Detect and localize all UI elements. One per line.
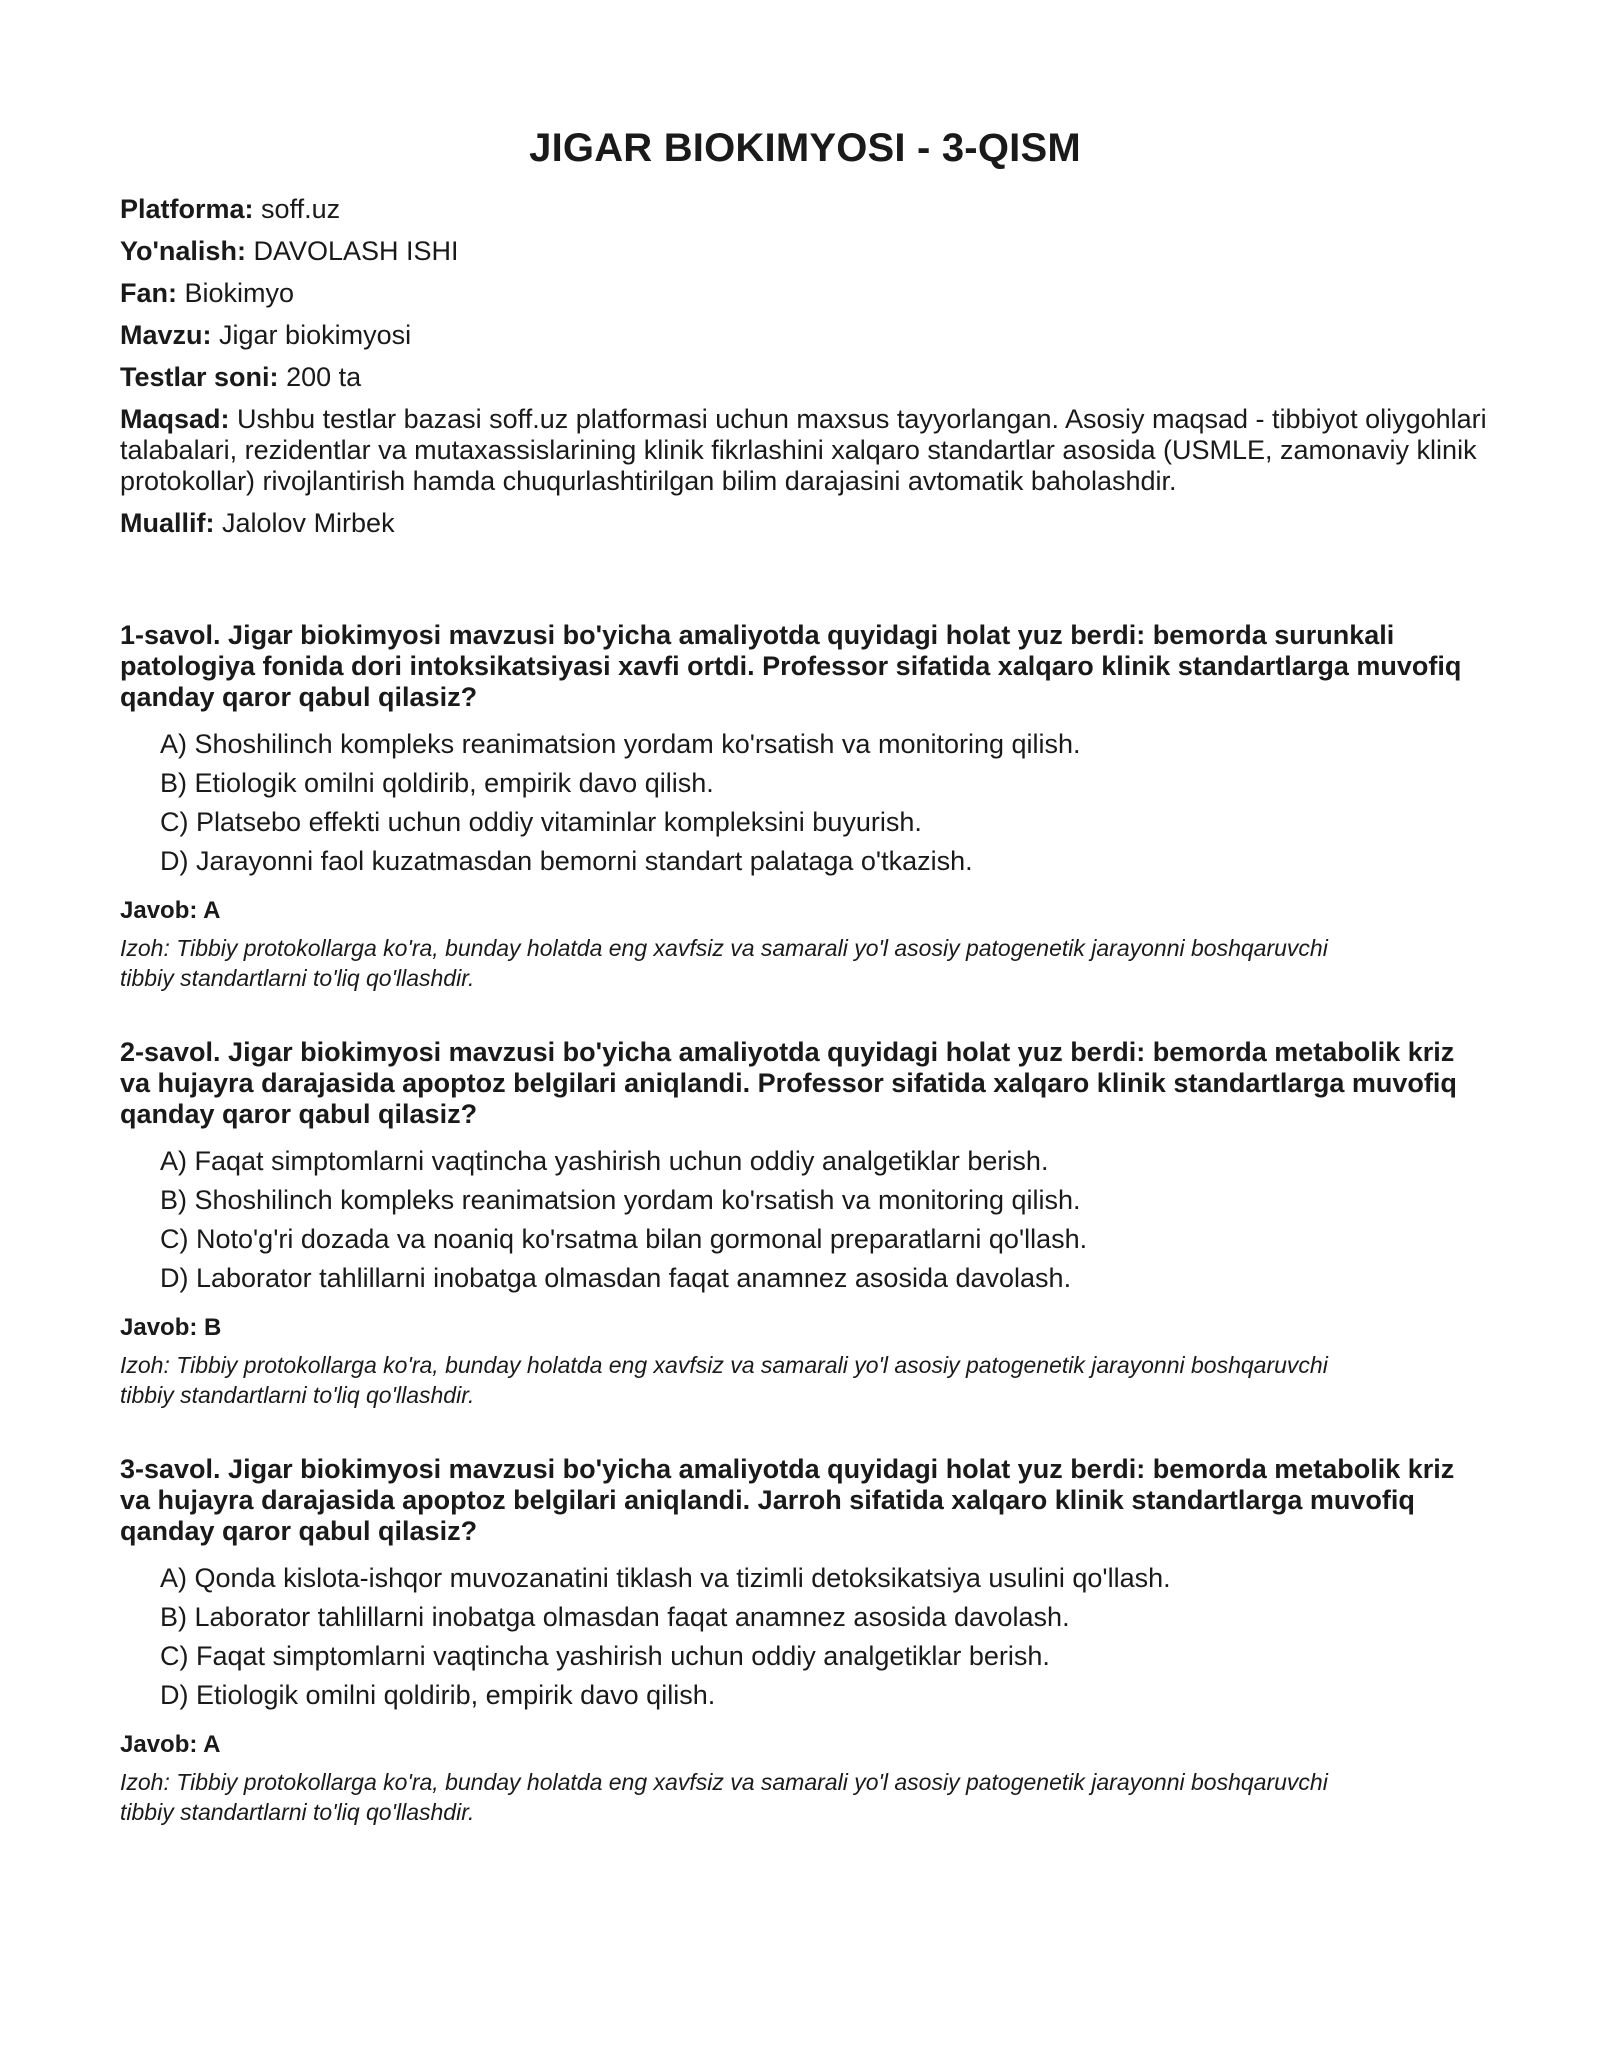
explanation-note: Izoh: Tibbiy protokollarga ko'ra, bunday holatda eng xavfsiz va samarali yo'l asosiy patogenetik jarayonni boshqaruvchi tibbiy standartlarni to'liq qo'llashdir. xyxy=(120,1769,1328,1825)
option-c: C) Faqat simptomlarni vaqtincha yashirish uchun oddiy analgetiklar berish. xyxy=(160,1641,1050,1671)
answer-options xyxy=(120,1559,1490,1715)
meta-value: DAVOLASH ISHI xyxy=(253,236,459,266)
meta-key: Testlar soni: xyxy=(120,362,279,392)
document-page xyxy=(120,0,1490,1871)
explanation-note: Izoh: Tibbiy protokollarga ko'ra, bunday holatda eng xavfsiz va samarali yo'l asosiy patogenetik jarayonni boshqaruvchi tibbiy standartlarni to'liq qo'llashdir. xyxy=(120,1352,1328,1408)
question-item xyxy=(120,620,1490,993)
option-b: B) Shoshilinch kompleks reanimatsion yordam ko'rsatish va monitoring qilish. xyxy=(160,1185,1081,1215)
meta-key: Maqsad: xyxy=(120,404,230,434)
meta-row-direction xyxy=(120,236,1490,267)
correct-answer: Javob: A xyxy=(120,1731,221,1758)
meta-key: Yo'nalish: xyxy=(120,236,246,266)
option-b: B) Laborator tahlillarni inobatga olmasdan faqat anamnez asosida davolash. xyxy=(160,1602,1070,1632)
question-text: 1-savol. Jigar biokimyosi mavzusi bo'yicha amaliyotda quyidagi holat yuz berdi: bemorda surunkali patologiya fonida dori intoksikatsiyasi xavfi ortdi. Professor sifatida xalqaro klinik standartlarga muvofiq qanday qaror qabul qilasiz? xyxy=(120,620,1462,712)
option-a: A) Faqat simptomlarni vaqtincha yashirish uchun oddiy analgetiklar berish. xyxy=(160,1146,1049,1176)
explanation-note: Izoh: Tibbiy protokollarga ko'ra, bunday holatda eng xavfsiz va samarali yo'l asosiy patogenetik jarayonni boshqaruvchi tibbiy standartlarni to'liq qo'llashdir. xyxy=(120,935,1328,991)
meta-value: Ushbu testlar bazasi soff.uz platformasi uchun maxsus tayyorlangan. Asosiy maqsad - tibbiyot oliygohlari talabalari, rezidentlar va mutaxassislarining klinik fikrlashini xalqaro standartlar asosida (USMLE, zamonaviy klinik protokollar) rivojlantirish hamda chuqurlashtirilgan bilim darajasini avtomatik baholashdir. xyxy=(120,404,1487,496)
meta-key: Muallif: xyxy=(120,508,215,538)
meta-value: soff.uz xyxy=(261,194,341,224)
meta-row-purpose xyxy=(120,404,1490,497)
page-title: JIGAR BIOKIMYOSI - 3-QISM xyxy=(529,126,1081,170)
option-c: C) Noto'g'ri dozada va noaniq ko'rsatma bilan gormonal preparatlarni qo'llash. xyxy=(160,1224,1088,1254)
question-text: 2-savol. Jigar biokimyosi mavzusi bo'yicha amaliyotda quyidagi holat yuz berdi: bemorda metabolik kriz va hujayra darajasida apoptoz belgilari aniqlandi. Professor sifatida xalqaro klinik standartlarga muvofiq qanday qaror qabul qilasiz? xyxy=(120,1037,1457,1129)
meta-key: Mavzu: xyxy=(120,320,212,350)
correct-answer: Javob: A xyxy=(120,897,221,924)
meta-value: Jalolov Mirbek xyxy=(222,508,395,538)
meta-row-subject xyxy=(120,278,1490,309)
option-d: D) Etiologik omilni qoldirib, empirik davo qilish. xyxy=(160,1680,716,1710)
metadata-block xyxy=(120,194,1490,539)
questions-list xyxy=(120,620,1490,1827)
option-d: D) Laborator tahlillarni inobatga olmasdan faqat anamnez asosida davolash. xyxy=(160,1263,1072,1293)
meta-key: Fan: xyxy=(120,278,177,308)
option-a: A) Qonda kislota-ishqor muvozanatini tiklash va tizimli detoksikatsiya usulini qo'llash. xyxy=(160,1563,1171,1593)
option-b: B) Etiologik omilni qoldirib, empirik davo qilish. xyxy=(160,768,714,798)
meta-key: Platforma: xyxy=(120,194,254,224)
correct-answer: Javob: B xyxy=(120,1314,222,1341)
meta-row-topic xyxy=(120,320,1490,351)
option-a: A) Shoshilinch kompleks reanimatsion yordam ko'rsatish va monitoring qilish. xyxy=(160,729,1081,759)
answer-options xyxy=(120,1142,1490,1298)
answer-options xyxy=(120,725,1490,881)
option-c: C) Platsebo effekti uchun oddiy vitaminlar kompleksini buyurish. xyxy=(160,807,922,837)
meta-value: 200 ta xyxy=(286,362,362,392)
meta-value: Jigar biokimyosi xyxy=(219,320,412,350)
meta-row-test-count xyxy=(120,362,1490,393)
question-text: 3-savol. Jigar biokimyosi mavzusi bo'yicha amaliyotda quyidagi holat yuz berdi: bemorda metabolik kriz va hujayra darajasida apoptoz belgilari aniqlandi. Jarroh sifatida xalqaro klinik standartlarga muvofiq qanday qaror qabul qilasiz? xyxy=(120,1454,1455,1546)
meta-value: Biokimyo xyxy=(184,278,295,308)
question-item xyxy=(120,1454,1490,1827)
option-d: D) Jarayonni faol kuzatmasdan bemorni standart palataga o'tkazish. xyxy=(160,846,973,876)
meta-row-author xyxy=(120,508,1490,539)
meta-row-platform xyxy=(120,194,1490,225)
question-item xyxy=(120,1037,1490,1410)
